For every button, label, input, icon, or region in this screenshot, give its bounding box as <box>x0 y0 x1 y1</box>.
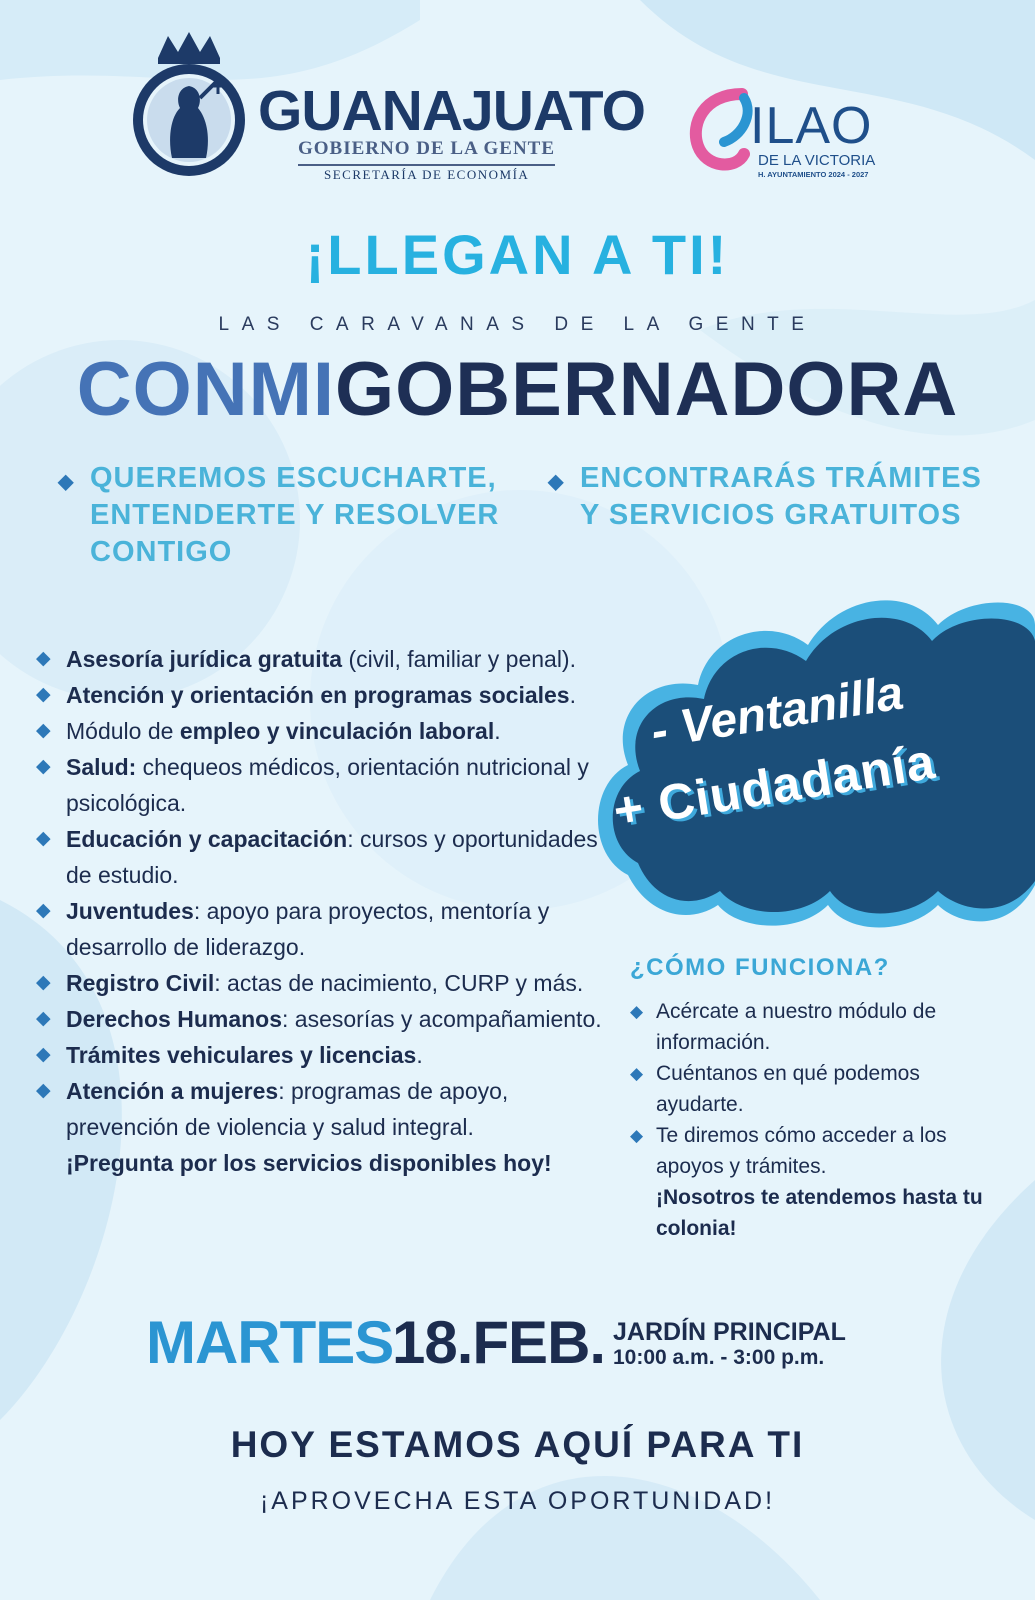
list-item: ◆ Registro Civil: actas de nacimiento, CURP y más. <box>36 965 616 1001</box>
feature-text: QUEREMOS ESCUCHARTE, ENTENDERTE Y RESOLVER CONTIGO <box>90 462 500 568</box>
feature-2 <box>548 460 1000 534</box>
how-cta: ¡Nosotros te atendemos hasta tu colonia! <box>656 1186 983 1240</box>
list-item: ◆ Derechos Humanos: asesorías y acompañamiento. <box>36 1001 616 1037</box>
brand-title <box>0 346 1035 433</box>
diamond-bullet-icon: ◆ <box>58 471 75 493</box>
event-time: 10:00 a.m. - 3:00 p.m. <box>613 1346 825 1369</box>
list-item: ◆ Asesoría jurídica gratuita (civil, familiar y penal). <box>36 641 616 677</box>
feature-1 <box>58 460 540 571</box>
footer-subline: ¡APROVECHA ESTA OPORTUNIDAD! <box>259 1487 776 1515</box>
cloud-minus-text: - Ventanilla <box>647 666 907 759</box>
list-item: ◆ Módulo de empleo y vinculación laboral. <box>36 713 616 749</box>
guanajuato-logo <box>128 28 645 188</box>
diamond-bullet-icon: ◆ <box>36 756 51 777</box>
silao-logo <box>684 84 904 184</box>
brand-part-2: GOBERNADORA <box>335 347 959 432</box>
list-item: ◆ Trámites vehiculares y licencias. <box>36 1037 616 1073</box>
list-item: ◆ Salud: chequeos médicos, orientación nutricional y psicológica. <box>36 749 616 821</box>
diamond-bullet-icon: ◆ <box>36 972 51 993</box>
silao-period: H. AYUNTAMIENTO 2024 - 2027 <box>758 170 869 179</box>
list-item: ◆ Acércate a nuestro módulo de información. <box>630 996 990 1058</box>
list-item: ◆ Atención a mujeres: programas de apoyo, prevención de violencia y salud integral. <box>36 1073 616 1145</box>
silao-subtitle: DE LA VICTORIA <box>758 152 876 169</box>
how-it-works <box>630 954 990 1244</box>
list-item: ◆ Atención y orientación en programas sociales. <box>36 677 616 713</box>
diamond-bullet-icon: ◆ <box>36 828 51 849</box>
event-date-number: 18.FEB. <box>392 1309 606 1376</box>
diamond-bullet-icon: ◆ <box>36 1008 51 1029</box>
feature-text: ENCONTRARÁS TRÁMITES Y SERVICIOS GRATUITOS <box>580 462 982 531</box>
diamond-bullet-icon: ◆ <box>36 900 51 921</box>
list-item: ◆ Educación y capacitación: cursos y oportunidades de estudio. <box>36 821 616 893</box>
diamond-bullet-icon: ◆ <box>36 1080 51 1101</box>
event-day: MARTES <box>146 1309 394 1376</box>
guanajuato-subtitle: GOBIERNO DE LA GENTE <box>298 138 555 166</box>
diamond-bullet-icon: ◆ <box>36 720 51 741</box>
footer-headline: HOY ESTAMOS AQUÍ PARA TI <box>230 1424 805 1465</box>
diamond-bullet-icon: ◆ <box>630 1064 644 1083</box>
guanajuato-title: GUANAJUATO <box>258 79 645 143</box>
cloud-badge <box>588 585 1035 935</box>
department-name: SECRETARÍA DE ECONOMÍA <box>324 167 530 182</box>
diamond-bullet-icon: ◆ <box>630 1002 644 1021</box>
services-list <box>36 641 616 1181</box>
list-item: ◆ Cuéntanos en qué podemos ayudarte. <box>630 1058 990 1120</box>
event-date <box>146 1308 906 1388</box>
silao-title: ILAO <box>750 97 873 155</box>
list-item: ◆ Juventudes: apoyo para proyectos, mentoría y desarrollo de liderazgo. <box>36 893 616 965</box>
headline: ¡LLEGAN A TI! <box>305 223 730 286</box>
tagline: LAS CARAVANAS DE LA GENTE <box>218 314 817 335</box>
services-cta: ¡Pregunta por los servicios disponibles hoy! <box>66 1150 552 1176</box>
diamond-bullet-icon: ◆ <box>36 1044 51 1065</box>
diamond-bullet-icon: ◆ <box>548 471 565 493</box>
how-title: ¿CÓMO FUNCIONA? <box>630 954 890 981</box>
diamond-bullet-icon: ◆ <box>630 1126 644 1145</box>
brand-part-1: CONMI <box>76 347 336 432</box>
state-seal-icon <box>128 28 250 178</box>
cloud-plus-text: + Ciudadanía <box>609 732 939 840</box>
list-item: ◆ Te diremos cómo acceder a los apoyos y trámites. <box>630 1120 990 1182</box>
event-place: JARDÍN PRINCIPAL <box>613 1318 846 1346</box>
diamond-bullet-icon: ◆ <box>36 648 51 669</box>
diamond-bullet-icon: ◆ <box>36 684 51 705</box>
